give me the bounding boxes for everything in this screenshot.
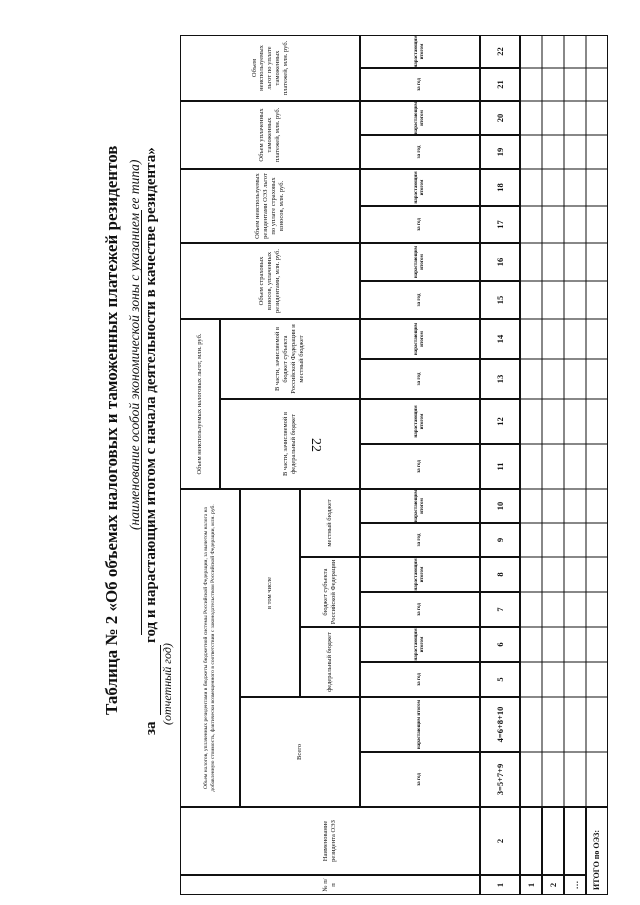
col-num-2: 2 <box>480 807 520 875</box>
header-cum-16: нарастающим итогом <box>360 243 480 281</box>
header-cum-18: нарастающим итогом <box>360 169 480 206</box>
header-cum-4: нарастающим итогом <box>360 697 480 752</box>
period-prefix: за <box>143 721 159 735</box>
header-insurance-benefits: Объем неиспользуемых резидентами ОЭЗ льгот по уплате страховых взносов, млн. руб. <box>180 169 360 243</box>
header-local: местный бюджет <box>300 489 360 557</box>
col-num-12: 12 <box>480 399 520 444</box>
header-cum-10: нарастающим итогом <box>360 489 480 523</box>
col-num-13: 13 <box>480 359 520 399</box>
header-year-3: за год <box>360 752 480 807</box>
period-hint: (отчетный год) <box>160 643 174 725</box>
header-year-19: за год <box>360 135 480 169</box>
header-taxes: Объем налогов, уплаченных резидентами в бюджеты бюджетной системы Российской Федерации, за вычетом налога на добавленную стоимость, фактически возмещенного в соответствии с законодательством Российской Федерации, млн. руб. <box>180 489 240 807</box>
col-num-9: 9 <box>480 523 520 557</box>
col-num-7: 7 <box>480 592 520 627</box>
header-year-15: за год <box>360 281 480 319</box>
header-including: в том числе <box>240 489 300 697</box>
header-cum-14: нарастающим итогом <box>360 319 480 359</box>
header-cum-20: нарастающим итогом <box>360 101 480 135</box>
header-insurance: Объем страховых взносов, уплаченных резидентами, млн. руб. <box>180 243 360 319</box>
col-num-11: 11 <box>480 444 520 489</box>
header-tax-benefits: Объем неиспользуемых налоговых льгот, млн. руб. <box>180 319 220 489</box>
header-year-21: за год <box>360 68 480 101</box>
data-grid <box>520 35 608 807</box>
header-year-5: за год <box>360 662 480 697</box>
header-total: Всего <box>240 697 360 807</box>
header-year-9: за год <box>360 523 480 557</box>
col-num-8: 8 <box>480 557 520 592</box>
table-row: 2 <box>542 875 564 895</box>
col-num-22: 22 <box>480 35 520 68</box>
table-title: Таблица № 2 «Об объемах налоговых и таможенных платежей резидентов <box>102 145 121 715</box>
page-number: 22 <box>308 438 323 452</box>
col-num-17: 17 <box>480 206 520 243</box>
header-year-17: за год <box>360 206 480 243</box>
row-name <box>564 807 586 875</box>
header-cum-6: нарастающим итогом <box>360 627 480 662</box>
header-year-11: за год <box>360 444 480 489</box>
col-num-18: 18 <box>480 169 520 206</box>
col-num-14: 14 <box>480 319 520 359</box>
col-num-15: 15 <box>480 281 520 319</box>
total-row-label: ИТОГО по ОЭЗ: <box>586 807 608 895</box>
header-cum-8: нарастающим итогом <box>360 557 480 592</box>
col-num-19: 19 <box>480 135 520 169</box>
col-num-20: 20 <box>480 101 520 135</box>
header-federal-part: В части, зачисляемой в федеральный бюджет <box>220 399 360 489</box>
col-num-6: 6 <box>480 627 520 662</box>
col-num-1: 1 <box>480 875 520 895</box>
table-row: … <box>564 875 586 895</box>
zone-hint: (наименование особой экономической зоны с указанием ее типа) <box>127 159 142 530</box>
table-row: 1 <box>520 875 542 895</box>
col-num-21: 21 <box>480 68 520 101</box>
col-num-3: 3=5+7+9 <box>480 752 520 807</box>
header-customs: Объем уплаченных таможенных платежей, млн. руб. <box>180 101 360 169</box>
col-num-4: 4=6+8+10 <box>480 697 520 752</box>
header-subject-part: В части, зачисляемой в бюджет субъекта Российской Федерации и местный бюджет <box>220 319 360 399</box>
col-num-16: 16 <box>480 243 520 281</box>
header-no: № п/п <box>180 875 480 895</box>
row-name <box>520 807 542 875</box>
header-federal: федеральный бюджет <box>300 627 360 697</box>
header-year-13: за год <box>360 359 480 399</box>
period-text: год и нарастающим итогом с начала деятельности в качестве резидента» <box>143 147 159 643</box>
col-num-5: 5 <box>480 662 520 697</box>
header-cum-22: нарастающим итогом <box>360 35 480 68</box>
header-customs-benefits: Объем неиспользуемых льгот по уплате таможенных платежей, млн. руб. <box>180 35 360 101</box>
row-name <box>542 807 564 875</box>
header-cum-12: нарастающим итогом <box>360 399 480 444</box>
report-table <box>180 35 630 895</box>
header-name: Наименование резидента ОЭЗ <box>180 807 480 875</box>
header-subject: бюджет субъекта Российской Федерации <box>300 557 360 627</box>
header-year-7: за год <box>360 592 480 627</box>
col-num-10: 10 <box>480 489 520 523</box>
